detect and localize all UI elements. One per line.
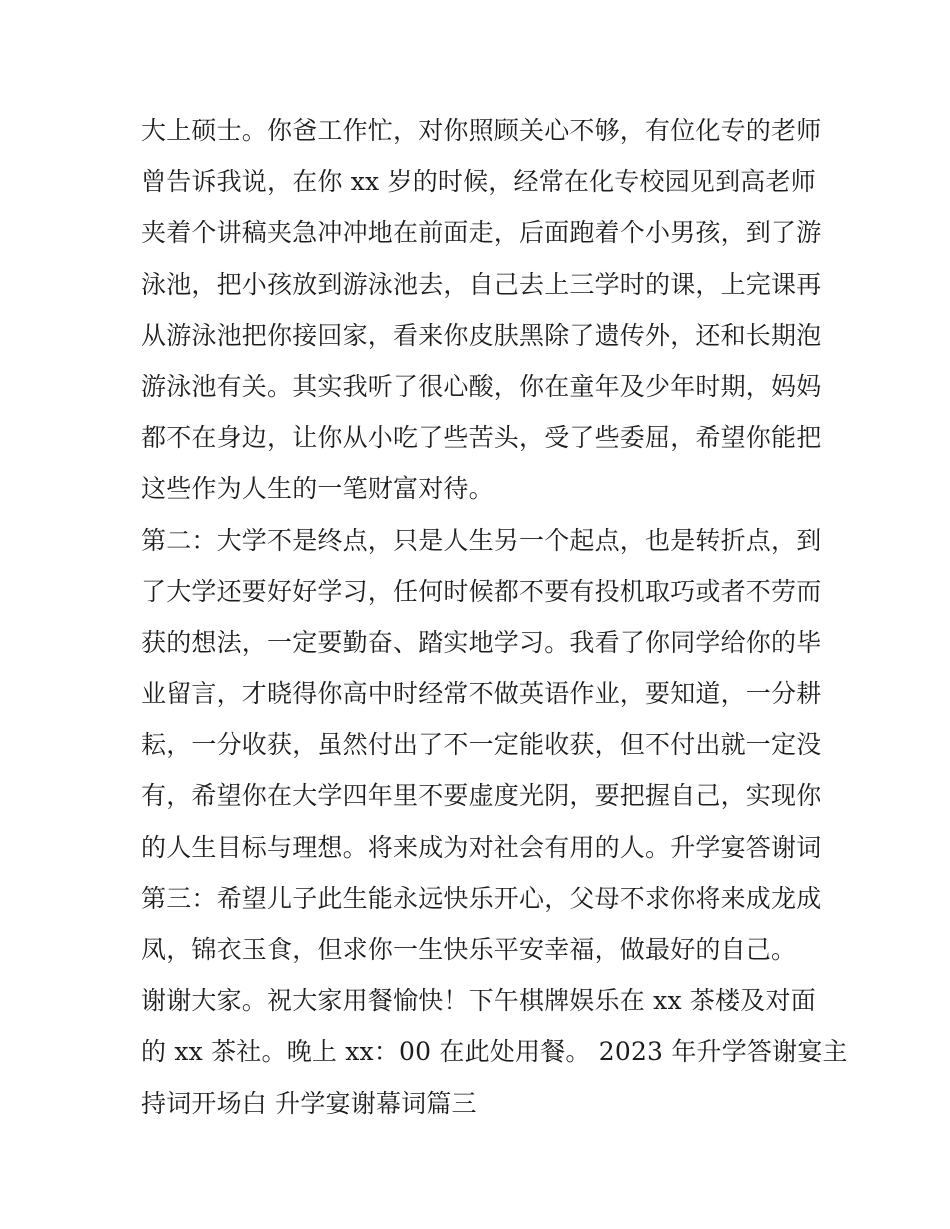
text-line-19: 的 xx 茶社。晚上 xx：00 在此处用餐。 2023 年升学答谢宴主	[141, 1037, 848, 1067]
text-line-11: 获的想法，一定要勤奋、踏实地学习。我看了你同学给你的毕	[141, 627, 822, 657]
text-line-4: 泳池，把小孩放到游泳池去，自己去上三学时的课，上完课再	[141, 269, 822, 299]
text-line-3: 夹着个讲稿夹急冲冲地在前面走，后面跑着个小男孩，到了游	[141, 218, 822, 248]
text-line-8: 这些作为人生的一笔财富对待。	[141, 474, 494, 504]
text-line-7: 都不在身边，让你从小吃了些苦头，受了些委屈，希望你能把	[141, 423, 822, 453]
document-body	[141, 105, 848, 1129]
text-line-1: 大上硕士。你爸工作忙，对你照顾关心不够，有位化专的老师	[141, 116, 822, 145]
text-line-20: 持词开场白 升学宴谢幕词篇三	[141, 1088, 477, 1118]
text-line-13: 耘，一分收获，虽然付出了不一定能收获，但不付出就一定没	[141, 730, 822, 760]
text-line-2: 曾告诉我说，在你 xx 岁的时候，经常在化专校园见到高老师	[141, 167, 816, 197]
text-line-16: 第三：希望儿子此生能永远快乐开心，父母不求你将来成龙成	[141, 883, 822, 913]
text-line-10: 了大学还要好好学习，任何时候都不要有投机取巧或者不劳而	[141, 576, 822, 606]
text-line-12: 业留言，才晓得你高中时经常不做英语作业，要知道，一分耕	[141, 679, 822, 709]
text-line-6: 游泳池有关。其实我听了很心酸，你在童年及少年时期，妈妈	[141, 371, 822, 401]
text-line-17: 凤，锦衣玉食，但求你一生快乐平安幸福，做最好的自己。	[141, 935, 797, 964]
text-line-18: 谢谢大家。祝大家用餐愉快！下午棋牌娱乐在 xx 茶楼及对面	[141, 986, 816, 1016]
text-line-14: 有，希望你在大学四年里不要虚度光阴，要把握自己，实现你	[141, 781, 822, 811]
text-line-15: 的人生目标与理想。将来成为对社会有用的人。升学宴答谢词	[141, 832, 822, 862]
text-line-9: 第二：大学不是终点，只是人生另一个起点，也是转折点，到	[141, 525, 822, 555]
text-line-5: 从游泳池把你接回家，看来你皮肤黑除了遗传外，还和长期泡	[141, 320, 822, 350]
